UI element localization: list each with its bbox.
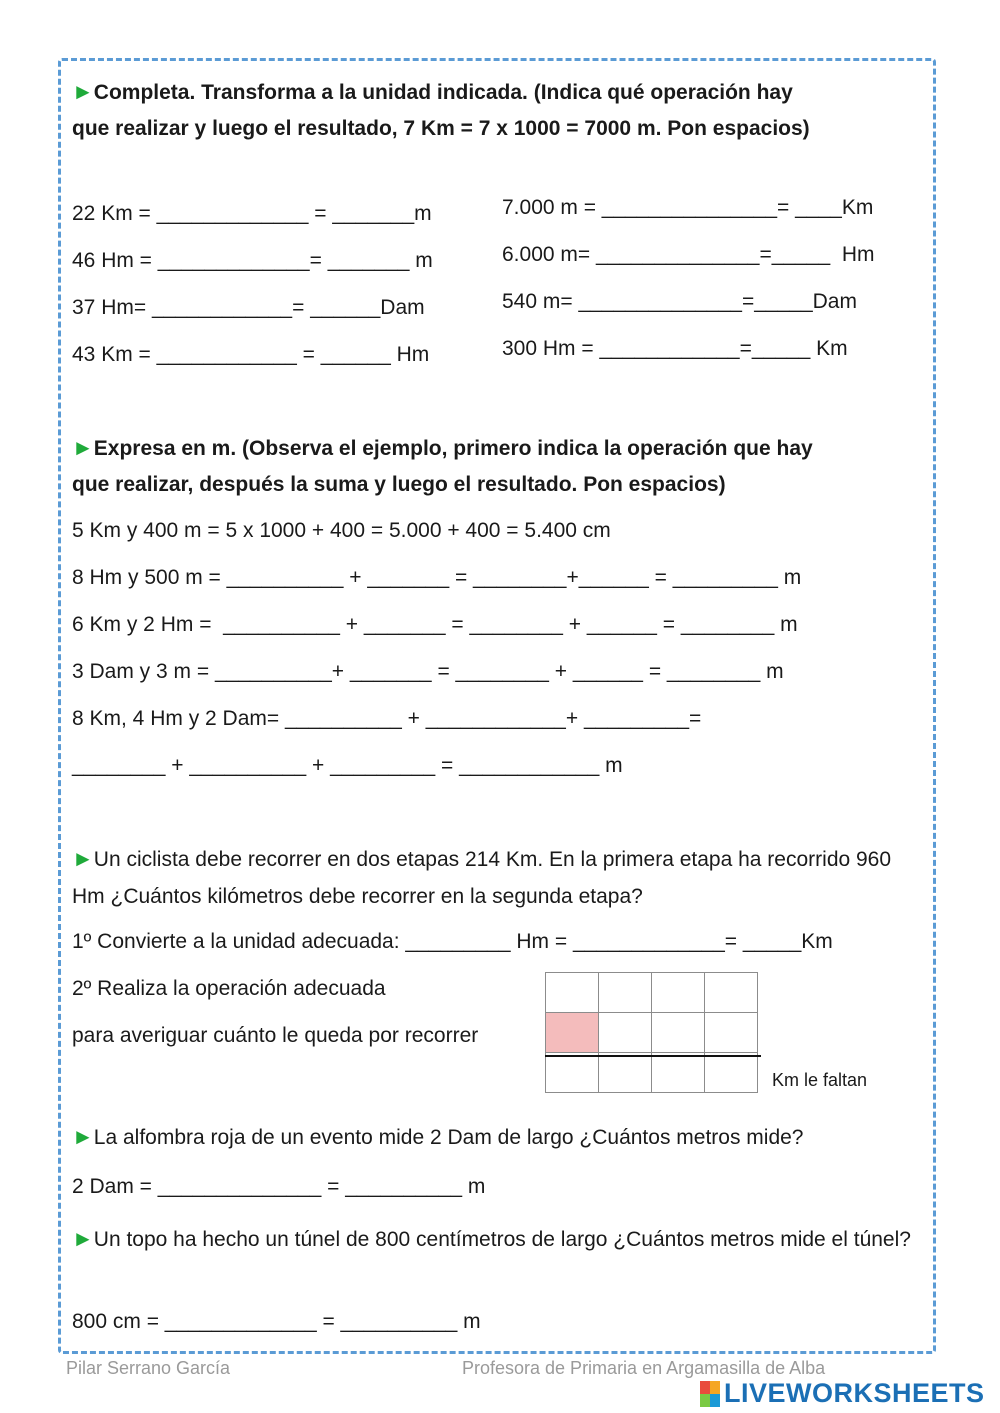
grid-cell[interactable] — [705, 1053, 758, 1093]
section5-problem: ►Un topo ha hecho un túnel de 800 centímetros de largo ¿Cuántos metros mide el túnel? — [72, 1226, 911, 1251]
exercise-line: 3 Dam y 3 m = __________+ _______ = ________ + ______ = ________ m — [72, 660, 784, 683]
brand-name: LIVEWORKSHEETS — [724, 1378, 985, 1408]
section1-heading-line2: que realizar y luego el resultado, 7 Km = 7 x 1000 = 7000 m. Pon espacios) — [72, 117, 810, 140]
play-arrow-icon: ► — [72, 435, 94, 460]
exercise-line: 37 Hm= ____________= ______Dam — [72, 296, 425, 319]
section2-heading-line1: Expresa en m. (Observa el ejemplo, primero indica la operación que hay — [93, 437, 813, 460]
section4-problem: ►La alfombra roja de un evento mide 2 Dam de largo ¿Cuántos metros mide? — [72, 1124, 804, 1149]
exercise-line: 2 Dam = ______________ = __________ m — [72, 1175, 486, 1198]
grid-cell[interactable] — [599, 1053, 652, 1093]
section3-problem: ►Un ciclista debe recorrer en dos etapas 214 Km. En la primera etapa ha recorrido 960 Hm ¿Cuántos kilómetros debe recorrer en la segunda etapa? — [72, 846, 892, 908]
exercise-line: ________ + __________ + _________ = ____________ m — [72, 754, 623, 777]
section2-heading-line2: que realizar, después la suma y luego el resultado. Pon espacios) — [72, 473, 726, 496]
section1-heading — [72, 74, 924, 147]
step2-line2: para averiguar cuánto le queda por recorrer — [72, 1024, 479, 1047]
step2-line1: 2º Realiza la operación adecuada — [72, 977, 386, 1000]
play-arrow-icon: ► — [72, 1124, 94, 1149]
exercise-line: 8 Hm y 500 m = __________ + _______ = ________+______ = _________ m — [72, 566, 802, 589]
exercise-line: 43 Km = ____________ = ______ Hm — [72, 343, 430, 366]
exercise-line: 540 m= ______________=_____Dam — [502, 290, 857, 313]
grid-cell[interactable] — [599, 973, 652, 1013]
exercise-line: 22 Km = _____________ = _______m — [72, 202, 432, 225]
grid-cell[interactable] — [705, 1013, 758, 1053]
exercise-line: 46 Hm = _____________= _______ m — [72, 249, 433, 272]
grid-cell[interactable] — [546, 1053, 599, 1093]
example-line: 5 Km y 400 m = 5 x 1000 + 400 = 5.000 + 400 = 5.400 cm — [72, 519, 611, 542]
grid-cell[interactable] — [652, 973, 705, 1013]
subtraction-grid — [545, 972, 758, 1093]
exercise-line: 800 cm = _____________ = __________ m — [72, 1310, 481, 1333]
section2-heading — [72, 430, 924, 503]
grid-cell[interactable] — [652, 1053, 705, 1093]
exercise-line: 6.000 m= ______________=_____ Hm — [502, 243, 875, 266]
grid-cell[interactable] — [705, 973, 758, 1013]
play-arrow-icon: ► — [72, 79, 94, 104]
footer-role: Profesora de Primaria en Argamasilla de Alba — [462, 1358, 826, 1378]
exercise-line: 7.000 m = _______________= ____Km — [502, 196, 874, 219]
logo-icon — [700, 1381, 720, 1407]
liveworksheets-logo — [700, 1378, 985, 1409]
grid-cell[interactable] — [599, 1013, 652, 1053]
grid-cell[interactable] — [652, 1013, 705, 1053]
grid-cell[interactable] — [546, 973, 599, 1013]
play-arrow-icon: ► — [72, 846, 94, 871]
exercise-line: 6 Km y 2 Hm = __________ + _______ = ________ + ______ = ________ m — [72, 613, 798, 636]
exercise-line: 300 Hm = ____________=_____ Km — [502, 337, 848, 360]
footer-author: Pilar Serrano García — [66, 1358, 231, 1378]
play-arrow-icon: ► — [72, 1226, 94, 1251]
exercise-line: 8 Km, 4 Hm y 2 Dam= __________ + ____________+ _________= — [72, 707, 702, 730]
step1-line: 1º Convierte a la unidad adecuada: _________ Hm = _____________= _____Km — [72, 930, 833, 953]
result-label: Km le faltan — [772, 1070, 868, 1090]
grid-cell-shaded[interactable] — [546, 1013, 599, 1053]
sum-line — [545, 1055, 761, 1057]
section1-heading-line1: Completa. Transforma a la unidad indicada. (Indica qué operación hay — [93, 81, 793, 104]
